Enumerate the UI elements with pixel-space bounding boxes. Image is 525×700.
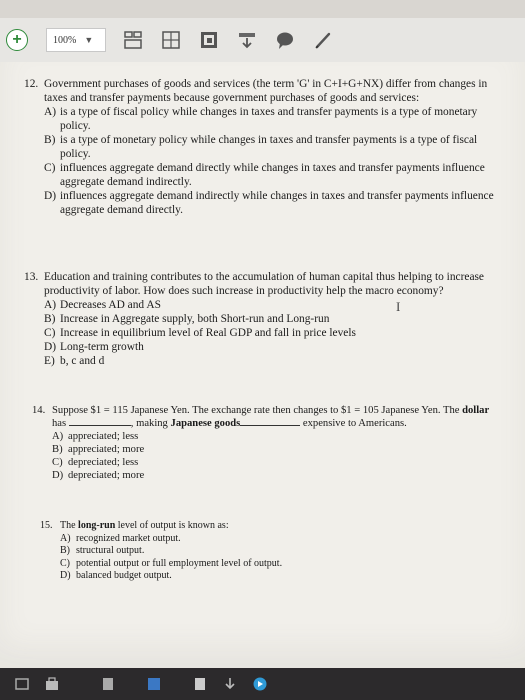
option-a[interactable]: A) recognized market output. <box>60 532 181 544</box>
option-d[interactable]: D) Long-term growth <box>44 341 144 353</box>
option-b[interactable]: B) appreciated; more <box>52 444 145 455</box>
image-icon[interactable] <box>198 29 220 51</box>
pen-icon[interactable] <box>312 29 334 51</box>
answer-blank-1[interactable] <box>69 425 131 426</box>
add-button[interactable]: + <box>6 29 28 51</box>
option-c[interactable]: C) depreciated; less <box>52 457 139 468</box>
question-number: 13. <box>24 271 39 283</box>
answer-blank-2[interactable] <box>240 425 300 426</box>
option-b[interactable]: B) is a type of monetary policy while changes in taxes and transfer payments is a type of fiscal policy. <box>44 134 478 160</box>
document-app-icon[interactable] <box>192 676 208 692</box>
zoom-value: 100% <box>53 34 77 46</box>
question-stem: Suppose $1 = 115 Japanese Yen. The exchange rate then changes to $1 = 105 Japanese Yen. The dollar has , making Japanese goods expensive to Americans. <box>52 405 490 429</box>
question-15 <box>40 520 500 583</box>
question-number: 12. <box>24 78 39 90</box>
option-d[interactable]: D) depreciated; more <box>52 470 145 481</box>
option-c[interactable]: C) influences aggregate demand directly while changes in taxes and transfer payments influence aggregate demand indirectly. <box>44 162 485 188</box>
comment-icon[interactable] <box>274 29 296 51</box>
option-c[interactable]: C) potential output or full employment level of output. <box>60 557 283 569</box>
task-view-icon[interactable] <box>14 676 30 692</box>
question-14 <box>32 404 502 482</box>
option-a[interactable]: A) is a type of fiscal policy while changes in taxes and transfer payments is a type of monetary policy. <box>44 106 478 132</box>
question-stem: Education and training contributes to the accumulation of human capital thus helping to increase productivity of labor. How does such increase in productivity help the macro economy? <box>44 271 484 297</box>
viewer-toolbar <box>0 18 525 62</box>
option-d[interactable]: D) balanced budget output. <box>60 570 172 581</box>
photos-icon[interactable] <box>146 676 162 692</box>
text-cursor-icon: I <box>396 299 401 314</box>
download-icon[interactable] <box>222 676 238 692</box>
page-layout-icon[interactable] <box>122 29 144 51</box>
media-icon[interactable] <box>252 676 268 692</box>
option-a[interactable]: A) Decreases AD and AS <box>44 299 161 311</box>
app-icon[interactable] <box>100 676 116 692</box>
zoom-select[interactable] <box>46 28 106 52</box>
question-stem: Government purchases of goods and services (the term 'G' in C+I+G+NX) differ from changes in taxes and transfer payments because government purchases of goods and services: <box>44 78 488 104</box>
download-tray-icon[interactable] <box>236 29 258 51</box>
grid-view-icon[interactable] <box>160 29 182 51</box>
option-e[interactable]: E) b, c and d <box>44 355 105 367</box>
option-a[interactable]: A) appreciated; less <box>52 431 139 442</box>
question-stem: The long-run level of output is known as: <box>60 520 229 531</box>
question-number: 14. <box>32 405 46 416</box>
option-b[interactable]: B) Increase in Aggregate supply, both Short-run and Long-run <box>44 313 330 325</box>
option-d[interactable]: D) influences aggregate demand indirectly while changes in taxes and transfer payments influence aggregate demand directly. <box>44 190 494 216</box>
store-icon[interactable] <box>44 676 60 692</box>
document-page <box>0 62 525 668</box>
option-b[interactable]: B) structural output. <box>60 545 145 556</box>
option-c[interactable]: C) Increase in equilibrium level of Real GDP and fall in price levels <box>44 327 356 339</box>
question-12 <box>24 77 504 217</box>
chevron-down-icon: ▼ <box>84 35 94 45</box>
question-number: 15. <box>40 520 53 531</box>
taskbar <box>0 668 525 700</box>
question-13 <box>24 270 504 368</box>
